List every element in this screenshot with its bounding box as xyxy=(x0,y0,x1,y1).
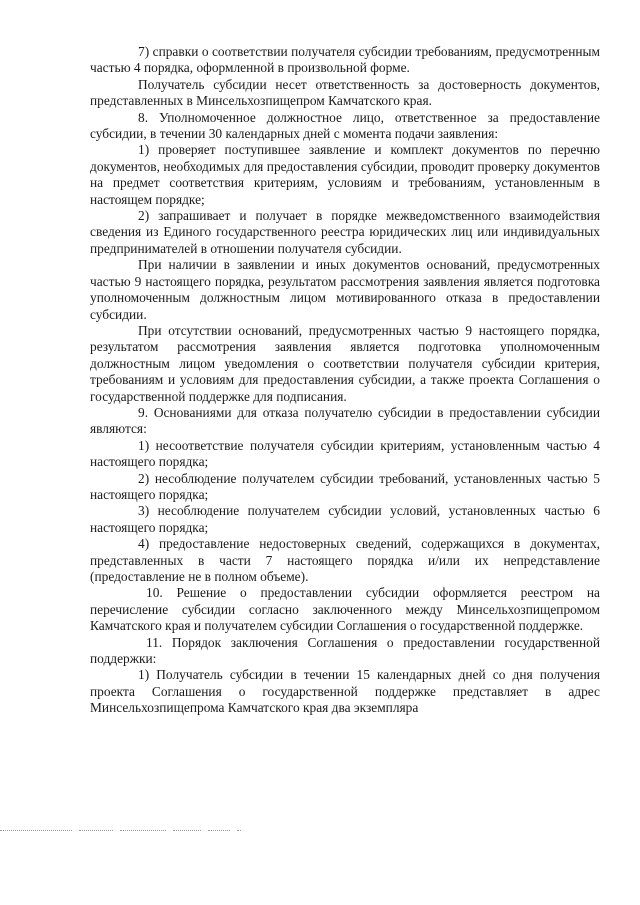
paragraph-9-item-3: 3) несоблюдение получателем субсидии условий, установленных частью 6 настоящего порядка; xyxy=(90,503,600,535)
paragraph-9-item-1: 1) несоответствие получателя субсидии критериям, установленным частью 4 настоящего порядка; xyxy=(90,437,600,470)
paragraph-7-certificate: 7) справки о соответствии получателя субсидии требованиям, предусмотренным частью 4 порядка, оформленной в произвольной форме. xyxy=(90,44,600,76)
paragraph-9-item-2: 2) несоблюдение получателем субсидии требований, установленных частью 5 настоящего порядка; xyxy=(90,470,600,502)
paragraph-9: 9. Основаниями для отказа получателю субсидии в предоставлении субсидии являются: xyxy=(90,404,600,437)
paragraph-9-item-4: 4) предоставление недостоверных сведений, содержащихся в документах, представленных в части 7 настоящего порядка и/или их непредставление (предоставление не в полном объеме). xyxy=(90,536,600,584)
paragraph-11: 11. Порядок заключения Соглашения о предоставлении государственной поддержки: xyxy=(90,634,600,667)
footer-dotted-rule xyxy=(0,828,241,832)
paragraph-refusal-grounds: При наличии в заявлении и иных документов оснований, предусмотренных частью 9 настоящего порядка, результатом рассмотрения заявления является подготовка уполномоченным должностным лицом мотивированного отказа в предоставлении субсидии. xyxy=(90,257,600,322)
paragraph-8-item-1: 1) проверяет поступившее заявление и комплект документов по перечню документов, необходимых для предоставления субсидии, проводит проверку документов на предмет соответствия критериям, условиям и требованиям, установленным в настоящем порядке; xyxy=(90,142,600,207)
paragraph-no-grounds: При отсутствии оснований, предусмотренных частью 9 настоящего порядка, результатом рассмотрения заявления является подготовка уполномоченным должностным лицом уведомления о соответствии получателя субсидии критерия, требованиям и условиям для предоставления субсидии, а также проекта Соглашения о государственной поддержке для подписания. xyxy=(90,322,600,404)
paragraph-11-item-1: 1) Получатель субсидии в течении 15 календарных дней со дня получения проекта Соглашения о государственной поддержке представляет в адрес Минсельхозпищепрома Камчатского края два экземпляра xyxy=(90,667,600,716)
paragraph-10: 10. Решение о предоставлении субсидии оформляется реестром на перечисление субсидии согласно заключенного между Минсельхозпищепромом Камчатского края и получателем субсидии Соглашения о государственной поддержке. xyxy=(90,585,600,634)
paragraph-8-item-2: 2) запрашивает и получает в порядке межведомственного взаимодействия сведения из Единого государственного реестра юридических лиц или индивидуальных предпринимателей в отношении получателя субсидии. xyxy=(90,208,600,256)
document-page xyxy=(90,44,600,717)
paragraph-responsibility: Получатель субсидии несет ответственность за достоверность документов, представленных в Минсельхозпищепром Камчатского края. xyxy=(90,76,600,109)
paragraph-8: 8. Уполномоченное должностное лицо, ответственное за предоставление субсидии, в течении 30 календарных дней с момента подачи заявления: xyxy=(90,109,600,142)
